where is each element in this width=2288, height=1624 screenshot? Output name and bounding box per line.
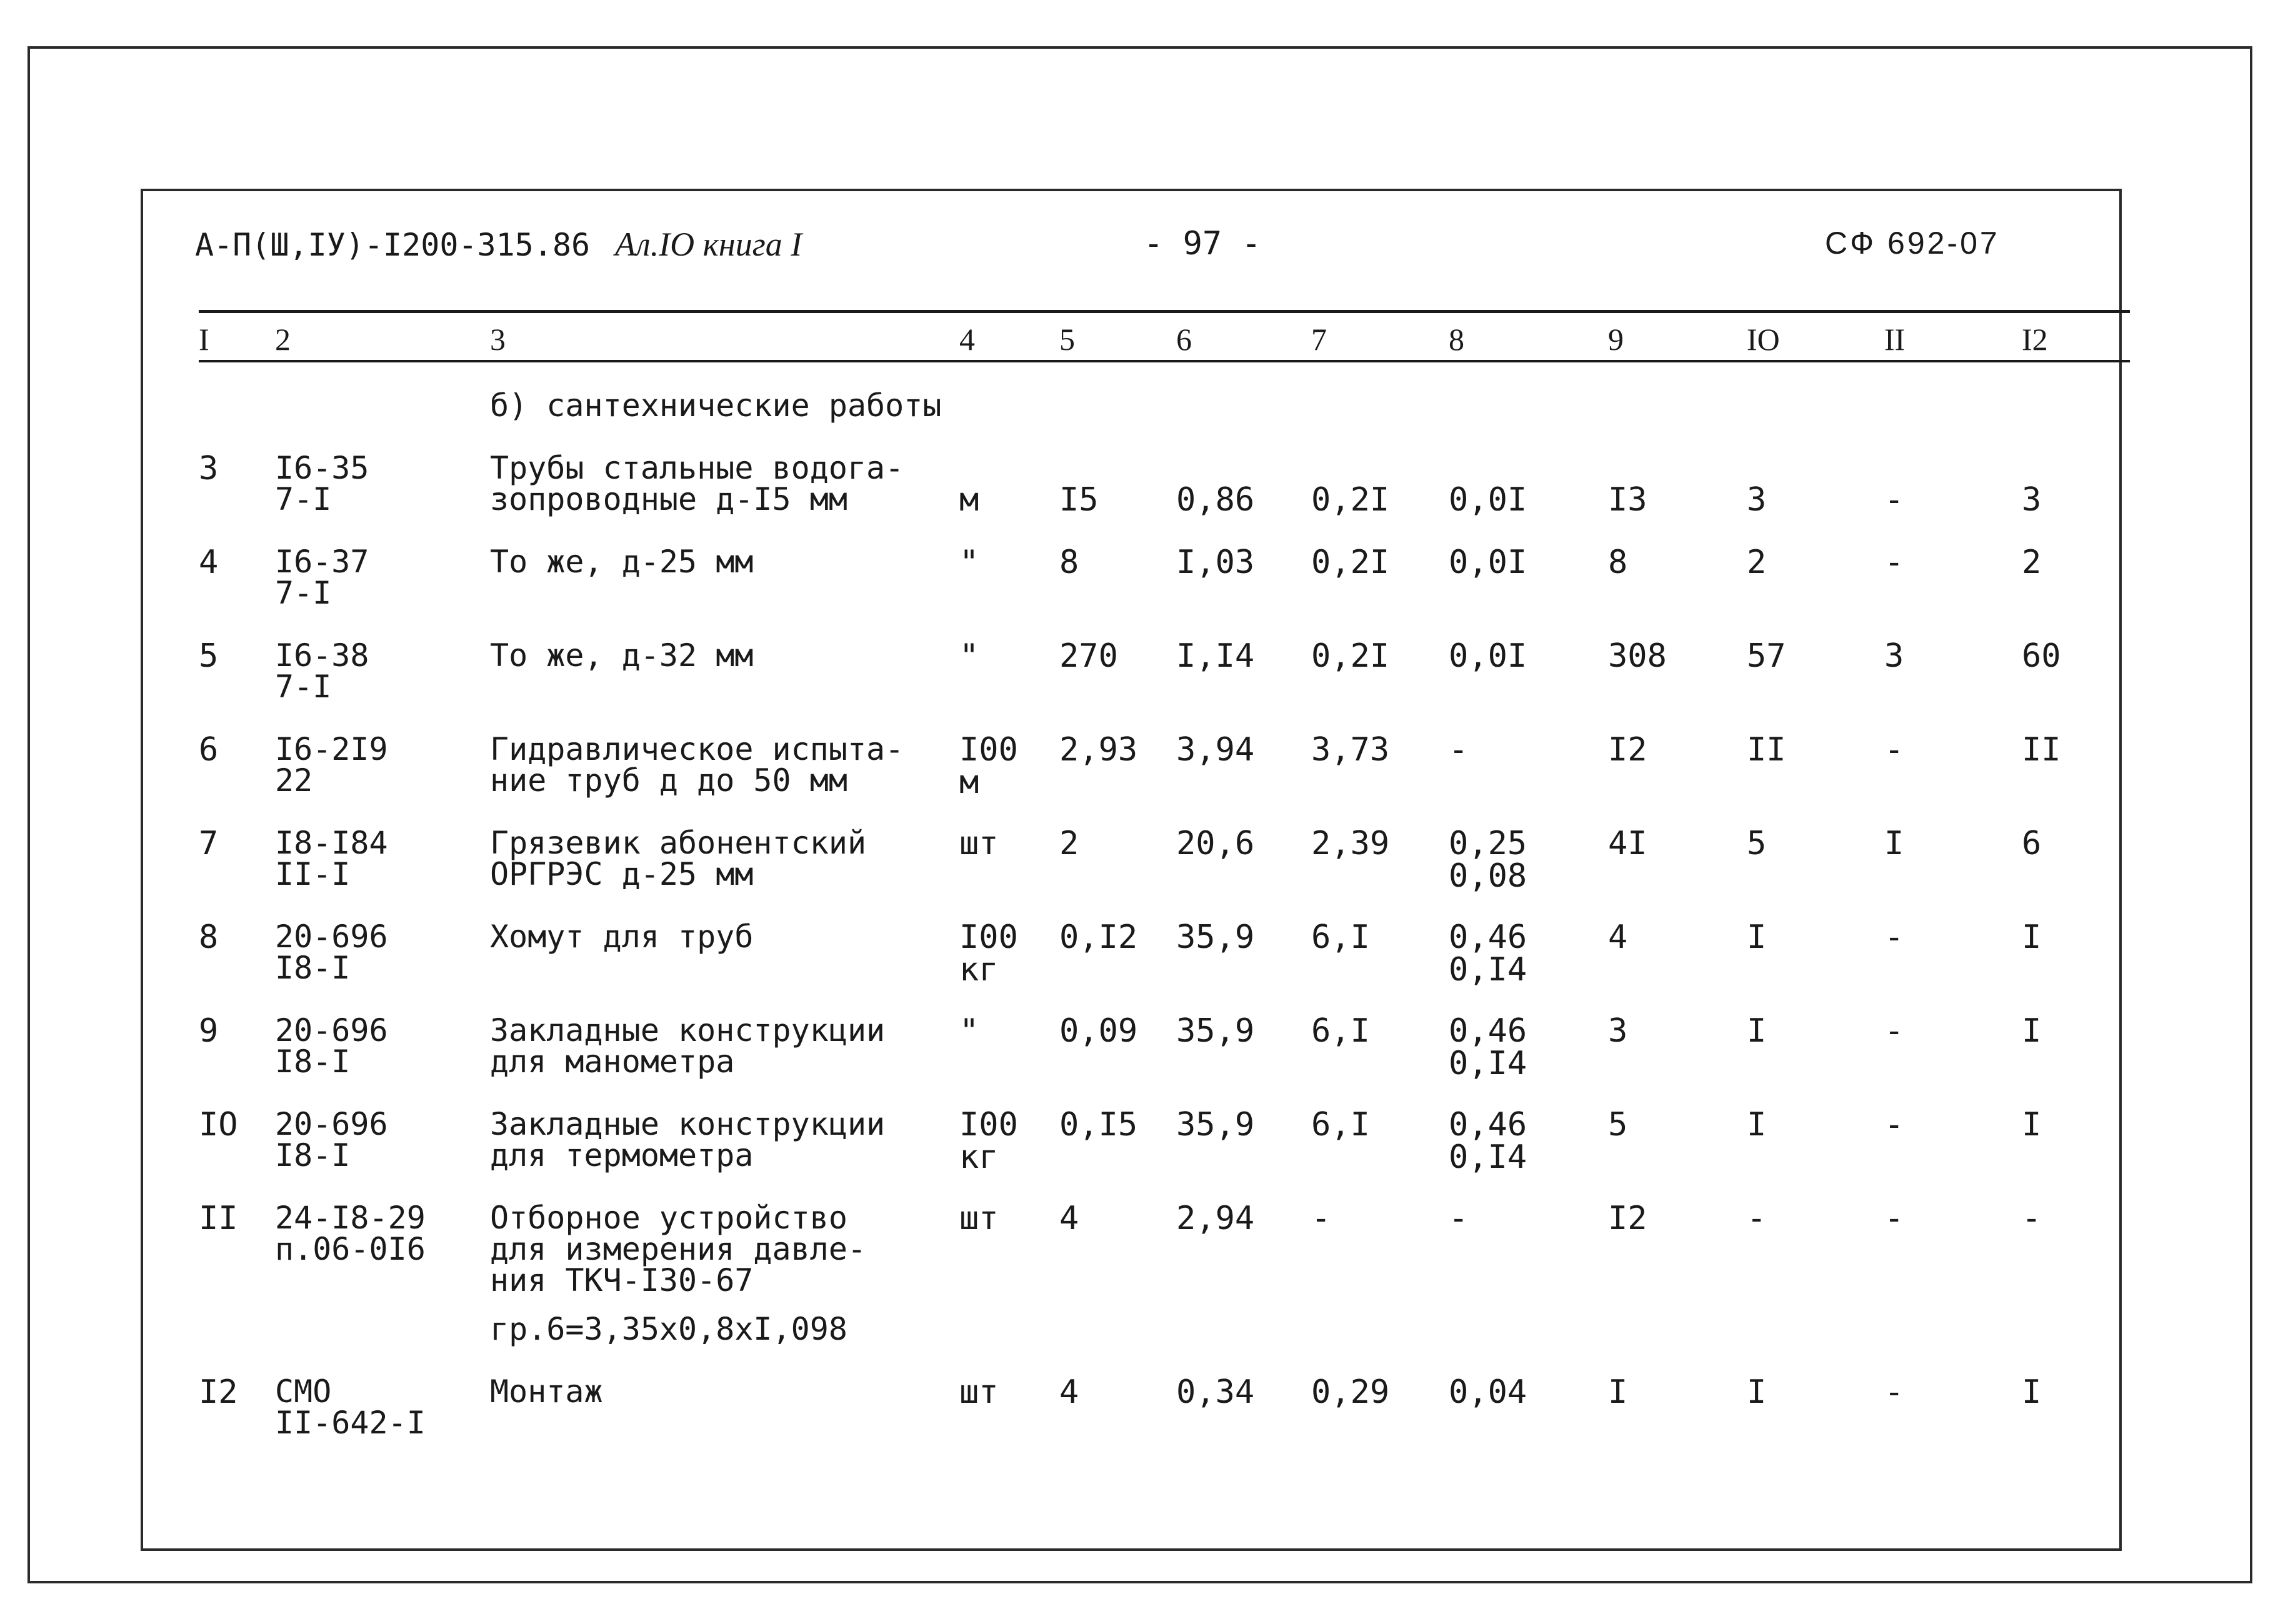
name-cell: Гидравлическое испыта- ние труб д до 50 мм xyxy=(490,731,904,799)
col5-cell: 4 xyxy=(1059,1200,1079,1237)
name-cell: Трубы стальные водога- зопроводные д-I5 мм xyxy=(490,450,904,517)
col8-cell: - xyxy=(1449,1200,1469,1237)
col9-cell: I xyxy=(1608,1373,1628,1411)
col10-cell: I xyxy=(1747,1373,1767,1411)
col7-cell: - xyxy=(1311,1200,1331,1237)
col5-cell: 0,I2 xyxy=(1059,919,1138,956)
col11-cell: - xyxy=(1884,1106,1904,1143)
col10-cell: 3 xyxy=(1747,481,1767,519)
doc-number: А-П(Ш,IУ)-I200-315.86 xyxy=(195,227,591,263)
code-cell: 20-696 I8-I xyxy=(275,1012,388,1080)
column-header: 8 xyxy=(1449,322,1464,357)
row-number: 8 xyxy=(199,919,219,956)
section-title: б) сантехнические работы xyxy=(490,387,942,424)
code-cell: 20-696 I8-I xyxy=(275,1106,388,1173)
inner-frame xyxy=(141,189,2122,1551)
unit-cell: " xyxy=(959,1012,979,1050)
col5-cell: 8 xyxy=(1059,544,1079,581)
col8-cell: 0,46 0,I4 xyxy=(1449,919,1527,989)
col12-cell: I xyxy=(2022,1373,2042,1411)
col11-cell: - xyxy=(1884,1012,1904,1050)
calc-note: гр.6=3,35х0,8хI,098 xyxy=(490,1311,847,1347)
column-header: II xyxy=(1884,322,1906,357)
col6-cell: 35,9 xyxy=(1176,919,1255,956)
col12-cell: 3 xyxy=(2022,481,2042,519)
col6-cell: 0,86 xyxy=(1176,481,1255,519)
column-header: 7 xyxy=(1311,322,1327,357)
col6-cell: 35,9 xyxy=(1176,1106,1255,1143)
unit-cell: I00 кг xyxy=(959,919,1018,989)
col9-cell: I2 xyxy=(1608,1200,1647,1237)
row-number: 3 xyxy=(199,450,219,487)
col8-cell: 0,46 0,I4 xyxy=(1449,1012,1527,1082)
column-header: 3 xyxy=(490,322,506,357)
name-cell: Монтаж xyxy=(490,1373,603,1410)
code-cell: 24-I8-29 п.06-0I6 xyxy=(275,1200,426,1267)
row-number: 7 xyxy=(199,825,219,862)
unit-cell: м xyxy=(959,481,979,519)
col5-cell: I5 xyxy=(1059,481,1099,519)
col7-cell: 0,2I xyxy=(1311,481,1390,519)
col10-cell: I xyxy=(1747,1012,1767,1050)
unit-cell: I00 м xyxy=(959,731,1018,801)
col10-cell: I xyxy=(1747,1106,1767,1143)
unit-cell: шт xyxy=(959,825,999,862)
col11-cell: - xyxy=(1884,1373,1904,1411)
col12-cell: II xyxy=(2022,731,2061,769)
col8-cell: - xyxy=(1449,731,1469,769)
col12-cell: I xyxy=(2022,919,2042,956)
col8-cell: 0,0I xyxy=(1449,637,1527,675)
row-number: IO xyxy=(199,1106,238,1143)
column-header: I2 xyxy=(2022,322,2048,357)
col7-cell: 6,I xyxy=(1311,1012,1370,1050)
col6-cell: 20,6 xyxy=(1176,825,1255,862)
col10-cell: I xyxy=(1747,919,1767,956)
col12-cell: I xyxy=(2022,1106,2042,1143)
col10-cell: 57 xyxy=(1747,637,1786,675)
col6-cell: I,03 xyxy=(1176,544,1255,581)
col9-cell: 308 xyxy=(1608,637,1667,675)
col7-cell: 0,2I xyxy=(1311,637,1390,675)
col8-cell: 0,25 0,08 xyxy=(1449,825,1527,895)
col9-cell: 4I xyxy=(1608,825,1647,862)
col8-cell: 0,0I xyxy=(1449,481,1527,519)
col5-cell: 0,09 xyxy=(1059,1012,1138,1050)
col7-cell: 6,I xyxy=(1311,919,1370,956)
name-cell: То же, д-32 мм xyxy=(490,637,754,674)
col12-cell: - xyxy=(2022,1200,2042,1237)
col6-cell: 0,34 xyxy=(1176,1373,1255,1411)
col10-cell: II xyxy=(1747,731,1786,769)
code-cell: I6-38 7-I xyxy=(275,637,369,705)
code-cell: I6-2I9 22 xyxy=(275,731,388,799)
col6-cell: 35,9 xyxy=(1176,1012,1255,1050)
code-cell: 20-696 I8-I xyxy=(275,919,388,986)
row-number: 6 xyxy=(199,731,219,769)
book-label: Ал.IO книга I xyxy=(615,226,802,263)
col11-cell: I xyxy=(1884,825,1904,862)
doc-header xyxy=(195,225,802,264)
col11-cell: 3 xyxy=(1884,637,1904,675)
page-number: - 97 - xyxy=(1144,225,1261,262)
col11-cell: - xyxy=(1884,731,1904,769)
name-cell: Закладные конструкции для манометра xyxy=(490,1012,886,1080)
column-header: 9 xyxy=(1608,322,1624,357)
col7-cell: 6,I xyxy=(1311,1106,1370,1143)
col5-cell: 2,93 xyxy=(1059,731,1138,769)
col6-cell: I,I4 xyxy=(1176,637,1255,675)
code-cell: СМО II-642-I xyxy=(275,1373,426,1441)
doc-code: СФ 692-07 xyxy=(1825,226,2000,261)
col5-cell: 0,I5 xyxy=(1059,1106,1138,1143)
row-number: 9 xyxy=(199,1012,219,1050)
name-cell: То же, д-25 мм xyxy=(490,544,754,580)
row-number: I2 xyxy=(199,1373,238,1411)
col10-cell: 2 xyxy=(1747,544,1767,581)
col10-cell: 5 xyxy=(1747,825,1767,862)
col5-cell: 4 xyxy=(1059,1373,1079,1411)
col9-cell: 3 xyxy=(1608,1012,1628,1050)
name-cell: Отборное устройство для измерения давле- ния ТКЧ-I30-67 xyxy=(490,1200,867,1298)
col6-cell: 3,94 xyxy=(1176,731,1255,769)
col11-cell: - xyxy=(1884,544,1904,581)
col7-cell: 0,29 xyxy=(1311,1373,1390,1411)
unit-cell: шт xyxy=(959,1200,999,1237)
col12-cell: I xyxy=(2022,1012,2042,1050)
unit-cell: I00 кг xyxy=(959,1106,1018,1176)
row-number: 4 xyxy=(199,544,219,581)
unit-cell: " xyxy=(959,544,979,581)
row-number: 5 xyxy=(199,637,219,675)
row-number: II xyxy=(199,1200,238,1237)
code-cell: I6-35 7-I xyxy=(275,450,369,517)
col11-cell: - xyxy=(1884,481,1904,519)
col6-cell: 2,94 xyxy=(1176,1200,1255,1237)
col8-cell: 0,0I xyxy=(1449,544,1527,581)
col7-cell: 0,2I xyxy=(1311,544,1390,581)
column-header: I xyxy=(199,322,209,357)
col9-cell: 4 xyxy=(1608,919,1628,956)
col9-cell: 8 xyxy=(1608,544,1628,581)
code-cell: I6-37 7-I xyxy=(275,544,369,611)
column-header: 6 xyxy=(1176,322,1192,357)
column-header: 5 xyxy=(1059,322,1075,357)
name-cell: Хомут для труб xyxy=(490,919,754,955)
col8-cell: 0,46 0,I4 xyxy=(1449,1106,1527,1176)
column-header: 2 xyxy=(275,322,291,357)
col5-cell: 270 xyxy=(1059,637,1118,675)
col10-cell: - xyxy=(1747,1200,1767,1237)
col9-cell: I2 xyxy=(1608,731,1647,769)
name-cell: Грязевик абонентский ОРГРЭС д-25 мм xyxy=(490,825,867,892)
col11-cell: - xyxy=(1884,919,1904,956)
col12-cell: 2 xyxy=(2022,544,2042,581)
table-header-rule xyxy=(199,360,2130,362)
unit-cell: шт xyxy=(959,1373,999,1411)
col8-cell: 0,04 xyxy=(1449,1373,1527,1411)
col7-cell: 3,73 xyxy=(1311,731,1390,769)
unit-cell: " xyxy=(959,637,979,675)
col9-cell: I3 xyxy=(1608,481,1647,519)
table-top-rule xyxy=(199,310,2130,313)
col9-cell: 5 xyxy=(1608,1106,1628,1143)
col11-cell: - xyxy=(1884,1200,1904,1237)
code-cell: I8-I84 II-I xyxy=(275,825,388,892)
col5-cell: 2 xyxy=(1059,825,1079,862)
column-header: 4 xyxy=(959,322,975,357)
name-cell: Закладные конструкции для термометра xyxy=(490,1106,886,1173)
col12-cell: 60 xyxy=(2022,637,2061,675)
col7-cell: 2,39 xyxy=(1311,825,1390,862)
column-header: IO xyxy=(1747,322,1780,357)
col12-cell: 6 xyxy=(2022,825,2042,862)
